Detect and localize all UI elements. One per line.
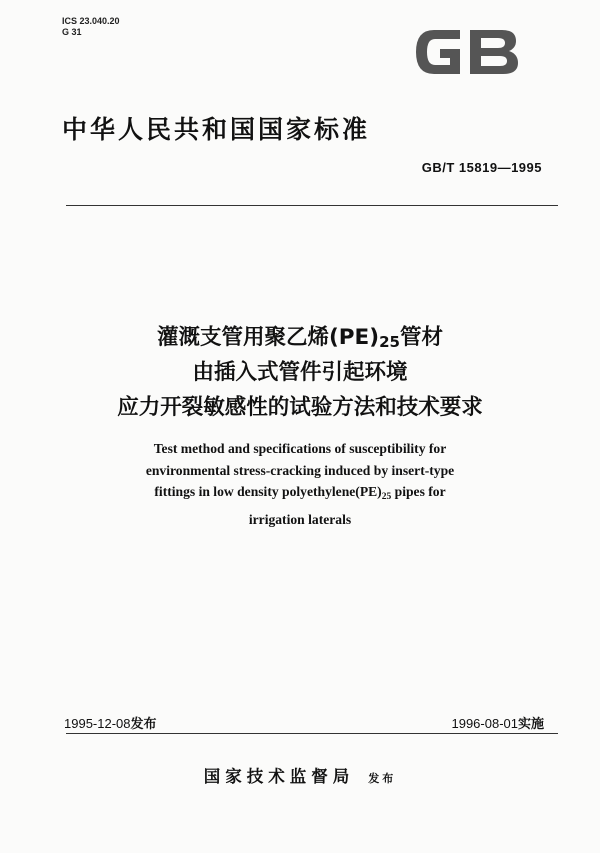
en-title — [60, 438, 540, 530]
publisher-org: 国家技术监督局 — [203, 767, 355, 786]
cn-title-line2: 由插入式管件引起环境 — [192, 360, 408, 385]
classification-codes — [62, 16, 120, 38]
cn-title-line1: 灌溉支管用聚乙烯$(PE)_{25}$管材 — [156, 325, 444, 351]
publisher-action: 发布 — [368, 772, 397, 785]
class-code: G 31 — [62, 27, 82, 37]
publisher — [0, 763, 600, 787]
ics-code: ICS 23.040.20 — [62, 16, 120, 26]
standard-code: GB/T 15819—1995 — [421, 160, 542, 175]
en-title-line1: Test method and specifications of susceptibility for — [153, 441, 447, 456]
standard-name: 中华人民共和国国家标准 — [62, 115, 371, 144]
cn-title-line3: 应力开裂敏感性的试验方法和技术要求 — [117, 395, 483, 420]
en-title-line2: environmental stress-cracking induced by insert-type — [145, 462, 455, 478]
top-rule — [66, 205, 558, 206]
en-title-line4: irrigation laterals — [248, 511, 352, 527]
bottom-rule — [66, 733, 558, 734]
en-title-line3: fittings in low density $polyethylene(PE)_{25}$ pipes for — [154, 484, 446, 502]
gb-logo — [412, 22, 524, 82]
issue-date: 1995-12-08发布 — [64, 716, 157, 731]
implementation-date: 1996-08-01实施 — [451, 716, 544, 731]
